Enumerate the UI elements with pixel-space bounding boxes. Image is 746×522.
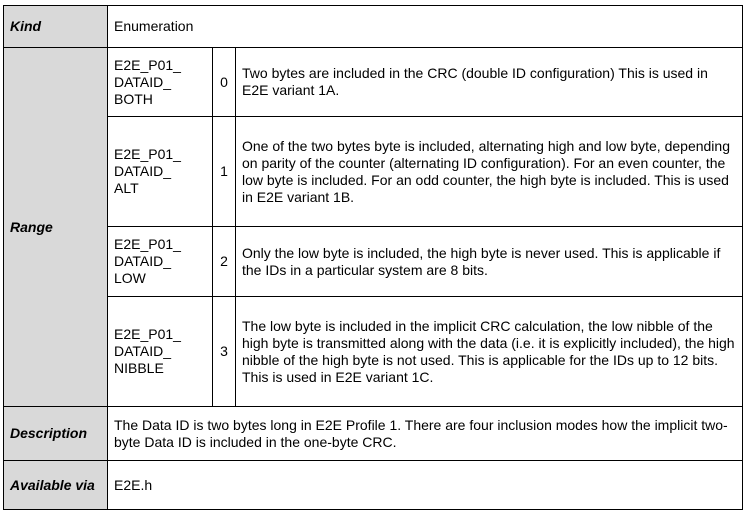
range-item-name: E2E_P01_ DATAID_ LOW (108, 227, 213, 297)
range-item-description: Two bytes are included in the CRC (double ID configuration) This is used in E2E variant 1A. (236, 48, 743, 117)
range-item-row (4, 227, 743, 297)
range-item-row (4, 48, 743, 117)
range-item-row (4, 117, 743, 227)
kind-label: Kind (4, 6, 108, 48)
range-item-description: One of the two bytes byte is included, alternating high and low byte, depending on parity of the counter (alternating ID configuration). For an even counter, the low byte is included. For an odd counter, the high byte is included. This is used in E2E variant 1B. (236, 117, 743, 227)
range-item-name: E2E_P01_ DATAID_ ALT (108, 117, 213, 227)
spec-table-wrapper (3, 5, 746, 510)
enumeration-spec-table (3, 5, 743, 510)
available-via-value: E2E.h (108, 461, 743, 510)
description-label: Description (4, 407, 108, 461)
available-via-label: Available via (4, 461, 108, 510)
range-item-row (4, 297, 743, 407)
range-item-value: 2 (213, 227, 236, 297)
range-item-name: E2E_P01_ DATAID_ BOTH (108, 48, 213, 117)
range-item-value: 1 (213, 117, 236, 227)
description-row (4, 407, 743, 461)
available-via-row (4, 461, 743, 510)
range-label: Range (4, 48, 108, 407)
range-item-value: 3 (213, 297, 236, 407)
kind-row (4, 6, 743, 48)
range-item-description: Only the low byte is included, the high byte is never used. This is applicable if the IDs in a particular system are 8 bits. (236, 227, 743, 297)
description-value: The Data ID is two bytes long in E2E Profile 1. There are four inclusion modes how the implicit two-byte Data ID is included in the one-byte CRC. (108, 407, 743, 461)
range-item-name: E2E_P01_ DATAID_ NIBBLE (108, 297, 213, 407)
range-item-description: The low byte is included in the implicit CRC calculation, the low nibble of the high byte is transmitted along with the data (i.e. it is explicitly included), the high nibble of the high byte is not used. This is applicable for the IDs up to 12 bits. This is used in E2E variant 1C. (236, 297, 743, 407)
kind-value: Enumeration (108, 6, 743, 48)
range-item-value: 0 (213, 48, 236, 117)
